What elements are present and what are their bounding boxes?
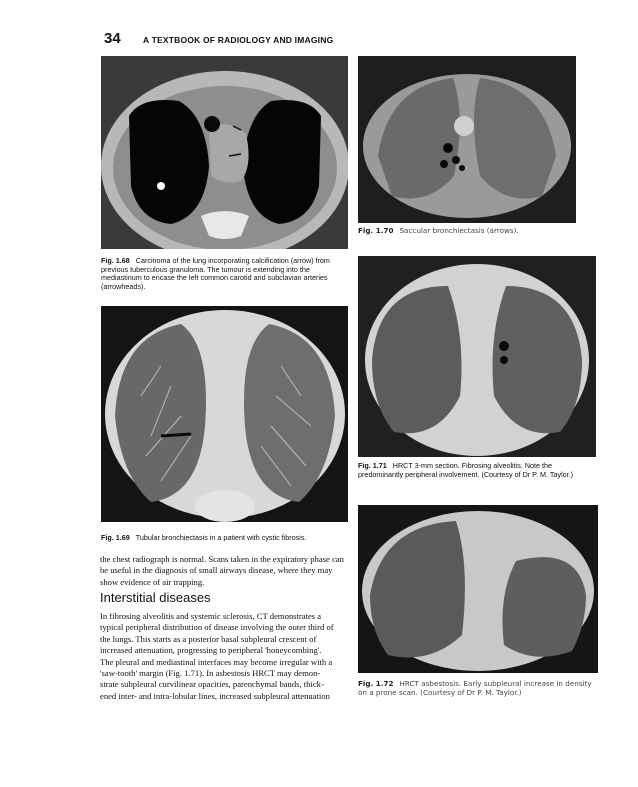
figure-1-72-ct-image <box>358 505 598 673</box>
figure-1-68-caption <box>101 257 349 291</box>
page-number: 34 <box>104 30 121 47</box>
figure-1-70-caption <box>358 226 578 235</box>
ct-lungs-fibrosing-alveolitis-image <box>358 256 596 457</box>
figure-caption-text: Carcinoma of the lung incorporating calcification (arrow) from previous tuberculous granuloma. The tumour is extending into the mediastinum to encase the left common carotid and subclavian arteries (arrowheads). <box>101 256 330 291</box>
paragraph-line: increased attenuation, progressing to peripheral 'honeycombing'. <box>100 645 322 656</box>
figure-caption-text: HRCT asbestosis. Early subpleural increase in density on a prone scan. (Courtesy of Dr P. M. Taylor.) <box>358 679 592 697</box>
section-heading: Interstitial diseases <box>100 590 211 605</box>
paragraph-line: 'saw-tooth' margin (Fig. 1.71). In asbestosis HRCT may demon- <box>100 668 321 679</box>
ct-lungs-bronchiectasis-image <box>101 306 348 522</box>
intro-paragraph: the chest radiograph is normal. Scans taken in the expiratory phase can be useful in the diagnosis of small airways disease, where they may show evidence of air trapping. <box>100 554 344 587</box>
ct-lungs-asbestosis-image <box>358 505 598 673</box>
figure-label: Fig. 1.70 <box>358 226 394 235</box>
ct-chest-mediastinal-tumour-image <box>101 56 348 249</box>
figure-1-68-ct-image <box>101 56 348 249</box>
figure-1-69-ct-image <box>101 306 348 522</box>
paragraph-line: strate subpleural curvilinear opacities, parenchymal bands, thick- <box>100 679 324 690</box>
figure-1-69-caption <box>101 534 349 543</box>
figure-label: Fig. 1.68 <box>101 256 130 265</box>
figure-caption-text: Saccular bronchiectasis (arrows). <box>399 226 519 235</box>
figure-1-70-ct-image <box>358 56 576 223</box>
paragraph-line: The pleural and mediastinal interfaces may become irregular with a <box>100 656 333 667</box>
figure-1-72-caption <box>358 679 598 697</box>
paragraph-line: In fibrosing alveolitis and systemic sclerosis, CT demonstrates a <box>100 611 322 621</box>
interstitial-paragraph <box>100 611 348 702</box>
paragraph-line: ened inter- and intra-lobular lines, increased subpleural attenuation <box>100 690 330 701</box>
figure-1-71-caption <box>358 462 598 479</box>
figure-label: Fig. 1.72 <box>358 679 394 688</box>
figure-1-71-ct-image <box>358 256 596 457</box>
paragraph-line: the lungs. This starts as a posterior basal subpleural crescent of <box>100 633 317 644</box>
running-header-title: A TEXTBOOK OF RADIOLOGY AND IMAGING <box>143 35 334 45</box>
ct-lungs-saccular-bronchiectasis-image <box>358 56 576 223</box>
figure-caption-text: Tubular bronchiectasis in a patient with cystic fibrosis. <box>135 533 307 542</box>
figure-caption-text: HRCT 3-mm section. Fibrosing alveolitis. Note the predominantly peripheral involvement. (Courtesy of Dr P. M. Taylor.) <box>358 461 574 479</box>
paragraph-line: typical peripheral distribution of disease involving the outer third of <box>100 622 334 633</box>
figure-label: Fig. 1.69 <box>101 533 130 542</box>
figure-label: Fig. 1.71 <box>358 461 387 470</box>
